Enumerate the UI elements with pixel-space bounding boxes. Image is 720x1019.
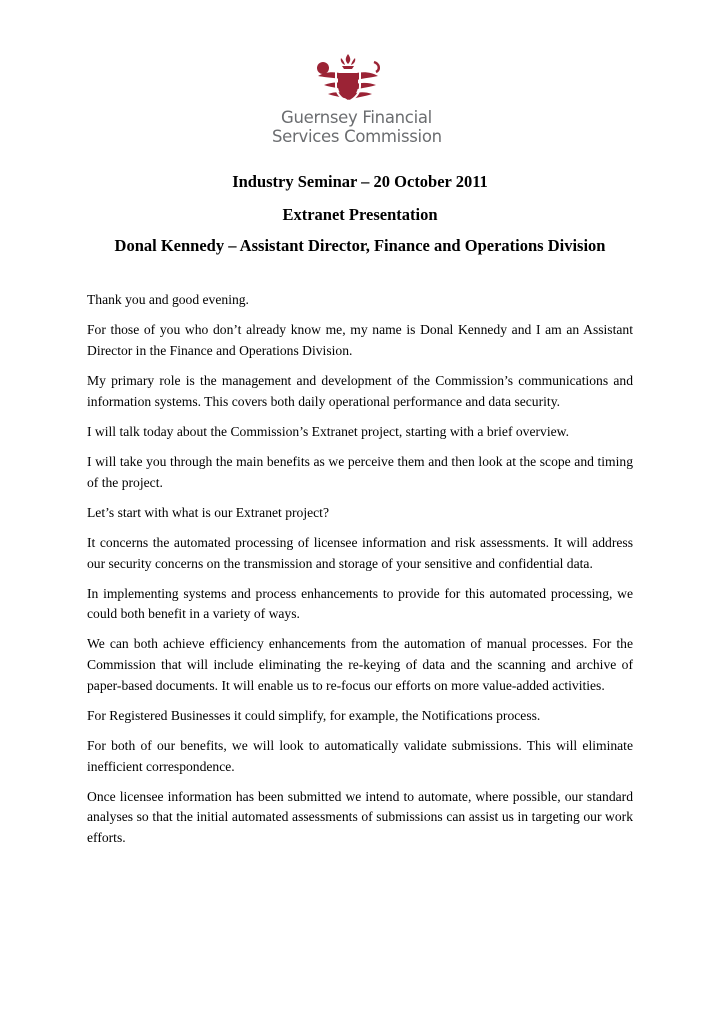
paragraph: For those of you who don’t already know me, my name is Donal Kennedy and I am an Assistant Director in the Finance and Operations Division. <box>87 322 633 358</box>
document-title: Industry Seminar – 20 October 2011 <box>232 172 488 191</box>
paragraph: For Registered Businesses it could simplify, for example, the Notifications process. <box>87 707 541 723</box>
document-subtitle: Extranet Presentation <box>282 205 438 224</box>
paragraph: In implementing systems and process enhancements to provide for this automated processing, we could both benefit in a variety of ways. <box>87 585 633 622</box>
paragraph: I will talk today about the Commission’s Extranet project, starting with a brief overview. <box>87 423 569 439</box>
logo-wordmark <box>272 108 448 146</box>
logo-name-line2: Services Commission <box>272 127 442 146</box>
paragraph: My primary role is the management and development of the Commission’s communications and information systems. This covers both daily operational performance and data security. <box>87 372 633 409</box>
lion-crest-icon <box>314 52 382 106</box>
logo-name-line1: Guernsey Financial <box>281 108 432 127</box>
paragraph: Thank you and good evening. <box>87 292 249 307</box>
paragraph: It concerns the automated processing of licensee information and risk assessments. It will address our security concerns on the transmission and storage of your sensitive and confidential data. <box>87 534 633 571</box>
document-body <box>87 290 633 858</box>
gfsc-logo <box>272 52 448 152</box>
paragraph: We can both achieve efficiency enhancements from the automation of manual processes. For the Commission that will include eliminating the re-keying of data and the scanning and archive of paper-based documents. It will enable us to re-focus our efforts on more value-added activities. <box>87 636 633 693</box>
paragraph: Once licensee information has been submitted we intend to automate, where possible, our standard analyses so that the initial automated assessments of submissions can assist us in targeting our work efforts. <box>87 788 633 845</box>
speaker-line: Donal Kennedy – Assistant Director, Finance and Operations Division <box>114 236 606 255</box>
paragraph: Let’s start with what is our Extranet project? <box>87 504 329 520</box>
paragraph: For both of our benefits, we will look to automatically validate submissions. This will eliminate inefficient correspondence. <box>87 738 633 774</box>
paragraph: I will take you through the main benefits as we perceive them and then look at the scope and timing of the project. <box>87 453 633 490</box>
